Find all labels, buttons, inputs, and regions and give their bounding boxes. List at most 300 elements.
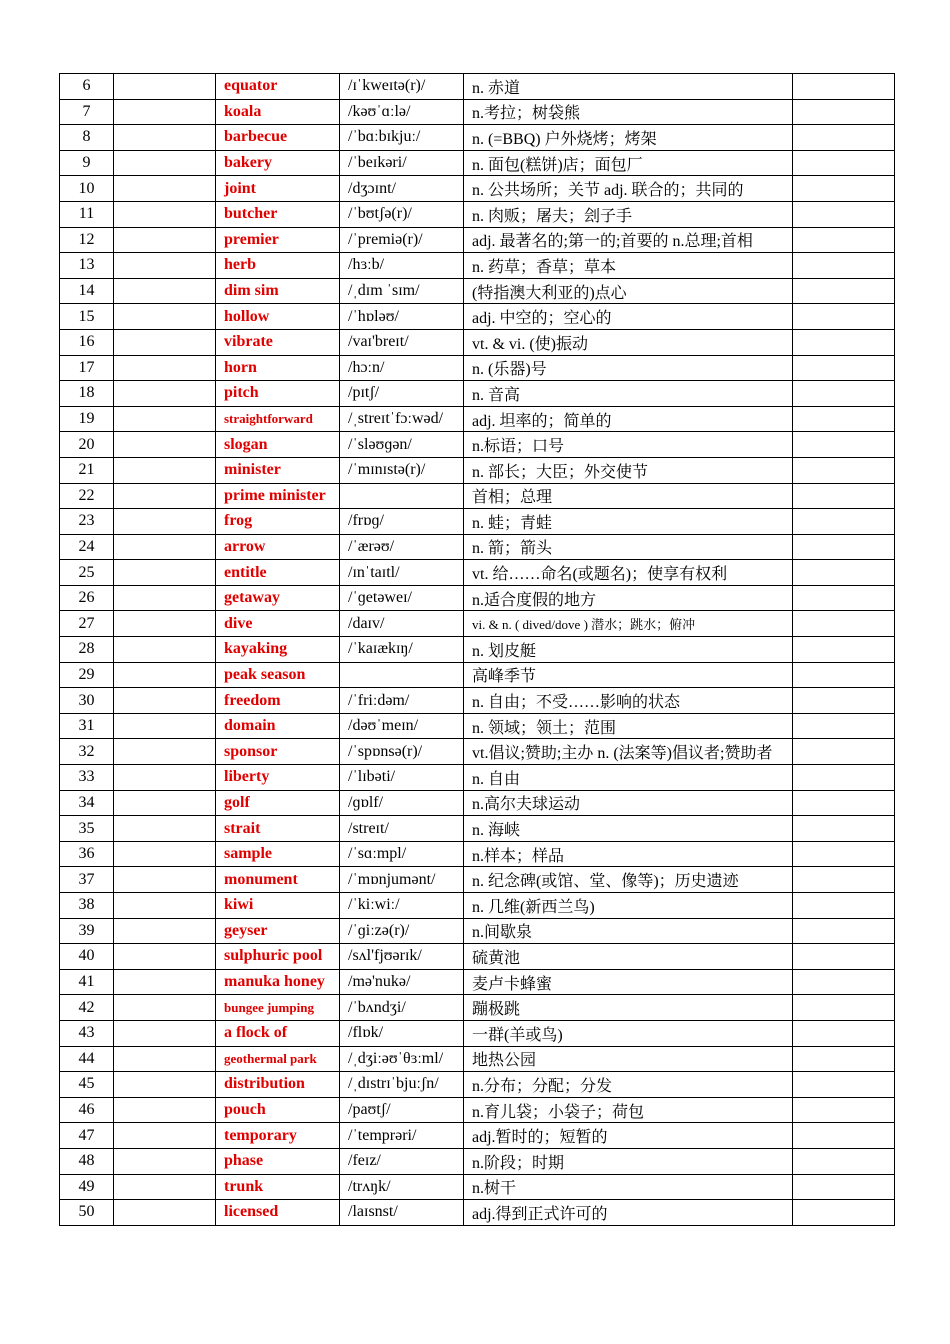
empty-cell <box>114 125 216 151</box>
table-row <box>60 969 895 995</box>
meaning-cell: vt. & vi. (使)振动 <box>464 329 793 355</box>
table-row <box>60 713 895 739</box>
empty-cell <box>114 1174 216 1200</box>
word-cell: liberty <box>216 765 340 791</box>
phonetic-cell: /feɪz/ <box>340 1148 464 1174</box>
meaning-cell: (特指澳大利亚的)点心 <box>464 278 793 304</box>
word-cell: arrow <box>216 534 340 560</box>
row-number-cell: 23 <box>60 509 114 535</box>
empty-cell <box>114 1097 216 1123</box>
phonetic-cell: /hɜːb/ <box>340 253 464 279</box>
row-number-cell: 25 <box>60 560 114 586</box>
empty-cell <box>793 969 895 995</box>
phonetic-cell: /paʊtʃ/ <box>340 1097 464 1123</box>
word-cell: domain <box>216 713 340 739</box>
word-cell: straightforward <box>216 406 340 432</box>
word-cell: a flock of <box>216 1020 340 1046</box>
meaning-cell: 高峰季节 <box>464 662 793 688</box>
empty-cell <box>793 995 895 1021</box>
table-row <box>60 432 895 458</box>
meaning-cell: 蹦极跳 <box>464 995 793 1021</box>
row-number-cell: 24 <box>60 534 114 560</box>
table-row <box>60 74 895 100</box>
empty-cell <box>114 381 216 407</box>
row-number-cell: 35 <box>60 816 114 842</box>
table-row <box>60 176 895 202</box>
meaning-cell: n.标语；口号 <box>464 432 793 458</box>
empty-cell <box>793 841 895 867</box>
row-number-cell: 42 <box>60 995 114 1021</box>
empty-cell <box>793 1072 895 1098</box>
table-row <box>60 739 895 765</box>
table-row <box>60 1046 895 1072</box>
empty-cell <box>114 611 216 637</box>
meaning-cell: n. 自由；不受……影响的状态 <box>464 688 793 714</box>
phonetic-cell: /ˈbʌndʒi/ <box>340 995 464 1021</box>
empty-cell <box>114 483 216 509</box>
phonetic-cell: /ˌstreɪtˈfɔːwəd/ <box>340 406 464 432</box>
meaning-cell: vi. & n. ( dived/dove ) 潜水；跳水；俯冲 <box>464 611 793 637</box>
word-cell: bungee jumping <box>216 995 340 1021</box>
phonetic-cell: /sʌl'fjʊərɪk/ <box>340 944 464 970</box>
row-number-cell: 20 <box>60 432 114 458</box>
meaning-cell: n. 公共场所；关节 adj. 联合的；共同的 <box>464 176 793 202</box>
phonetic-cell: /kəʊˈɑːlə/ <box>340 99 464 125</box>
table-row <box>60 125 895 151</box>
row-number-cell: 9 <box>60 150 114 176</box>
table-row <box>60 893 895 919</box>
word-cell: monument <box>216 867 340 893</box>
word-cell: phase <box>216 1148 340 1174</box>
phonetic-cell: /ˈmɪnɪstə(r)/ <box>340 457 464 483</box>
row-number-cell: 17 <box>60 355 114 381</box>
phonetic-cell: /laɪsnst/ <box>340 1200 464 1226</box>
empty-cell <box>114 1046 216 1072</box>
phonetic-cell: /ˈfriːdəm/ <box>340 688 464 714</box>
empty-cell <box>793 867 895 893</box>
word-cell: minister <box>216 457 340 483</box>
meaning-cell: adj. 坦率的；简单的 <box>464 406 793 432</box>
phonetic-cell: /ɡɒlf/ <box>340 790 464 816</box>
word-cell: pouch <box>216 1097 340 1123</box>
table-row <box>60 329 895 355</box>
empty-cell <box>114 816 216 842</box>
row-number-cell: 49 <box>60 1174 114 1200</box>
meaning-cell: 地热公园 <box>464 1046 793 1072</box>
meaning-cell: n. 划皮艇 <box>464 637 793 663</box>
table-row <box>60 765 895 791</box>
word-cell: entitle <box>216 560 340 586</box>
table-row <box>60 509 895 535</box>
phonetic-cell: /dʒɔɪnt/ <box>340 176 464 202</box>
phonetic-cell: /ˈbɑːbɪkjuː/ <box>340 125 464 151</box>
meaning-cell: adj. 中空的；空心的 <box>464 304 793 330</box>
meaning-cell: n. 纪念碑(或馆、堂、像等)；历史遗迹 <box>464 867 793 893</box>
word-cell: sulphuric pool <box>216 944 340 970</box>
phonetic-cell: /ˈɡetəweɪ/ <box>340 585 464 611</box>
empty-cell <box>793 1097 895 1123</box>
empty-cell <box>114 1123 216 1149</box>
meaning-cell: n. (乐器)号 <box>464 355 793 381</box>
table-row <box>60 227 895 253</box>
row-number-cell: 11 <box>60 201 114 227</box>
empty-cell <box>793 790 895 816</box>
empty-cell <box>114 355 216 381</box>
table-row <box>60 662 895 688</box>
phonetic-cell: /ˈkiːwiː/ <box>340 893 464 919</box>
empty-cell <box>114 893 216 919</box>
empty-cell <box>114 995 216 1021</box>
empty-cell <box>793 99 895 125</box>
empty-cell <box>793 355 895 381</box>
meaning-cell: n. 箭；箭头 <box>464 534 793 560</box>
phonetic-cell: /ˈhɒləʊ/ <box>340 304 464 330</box>
phonetic-cell: /ˈtemprəri/ <box>340 1123 464 1149</box>
word-cell: barbecue <box>216 125 340 151</box>
table-row <box>60 1200 895 1226</box>
row-number-cell: 29 <box>60 662 114 688</box>
word-cell: temporary <box>216 1123 340 1149</box>
row-number-cell: 7 <box>60 99 114 125</box>
empty-cell <box>793 457 895 483</box>
meaning-cell: n.高尔夫球运动 <box>464 790 793 816</box>
table-row <box>60 1174 895 1200</box>
meaning-cell: n. 音高 <box>464 381 793 407</box>
empty-cell <box>793 483 895 509</box>
table-row <box>60 304 895 330</box>
empty-cell <box>114 867 216 893</box>
empty-cell <box>793 1046 895 1072</box>
word-cell: joint <box>216 176 340 202</box>
meaning-cell: n. 赤道 <box>464 74 793 100</box>
word-cell: koala <box>216 99 340 125</box>
table-row <box>60 99 895 125</box>
table-row <box>60 1097 895 1123</box>
empty-cell <box>793 125 895 151</box>
empty-cell <box>793 304 895 330</box>
table-row <box>60 150 895 176</box>
table-row <box>60 483 895 509</box>
word-cell: licensed <box>216 1200 340 1226</box>
empty-cell <box>114 1148 216 1174</box>
table-row <box>60 688 895 714</box>
empty-cell <box>114 329 216 355</box>
empty-cell <box>793 1020 895 1046</box>
phonetic-cell: /pɪtʃ/ <box>340 381 464 407</box>
empty-cell <box>793 765 895 791</box>
meaning-cell: 硫黄池 <box>464 944 793 970</box>
empty-cell <box>793 637 895 663</box>
meaning-cell: n. 几维(新西兰鸟) <box>464 893 793 919</box>
word-cell: horn <box>216 355 340 381</box>
phonetic-cell: /ˈbeɪkəri/ <box>340 150 464 176</box>
meaning-cell: n.树干 <box>464 1174 793 1200</box>
empty-cell <box>793 944 895 970</box>
table-row <box>60 406 895 432</box>
word-cell: sponsor <box>216 739 340 765</box>
meaning-cell: vt.倡议;赞助;主办 n. (法案等)倡议者;赞助者 <box>464 739 793 765</box>
table-row <box>60 457 895 483</box>
empty-cell <box>114 688 216 714</box>
meaning-cell: 麦卢卡蜂蜜 <box>464 969 793 995</box>
empty-cell <box>114 585 216 611</box>
word-cell: geyser <box>216 918 340 944</box>
word-cell: sample <box>216 841 340 867</box>
row-number-cell: 32 <box>60 739 114 765</box>
word-cell: geothermal park <box>216 1046 340 1072</box>
empty-cell <box>114 227 216 253</box>
empty-cell <box>793 329 895 355</box>
row-number-cell: 40 <box>60 944 114 970</box>
row-number-cell: 27 <box>60 611 114 637</box>
row-number-cell: 48 <box>60 1148 114 1174</box>
meaning-cell: adj.暂时的；短暂的 <box>464 1123 793 1149</box>
meaning-cell: n.育儿袋；小袋子；荷包 <box>464 1097 793 1123</box>
empty-cell <box>114 432 216 458</box>
phonetic-cell: /ˈkaɪækɪŋ/ <box>340 637 464 663</box>
empty-cell <box>114 176 216 202</box>
empty-cell <box>114 841 216 867</box>
word-cell: freedom <box>216 688 340 714</box>
row-number-cell: 13 <box>60 253 114 279</box>
empty-cell <box>114 918 216 944</box>
empty-cell <box>793 611 895 637</box>
phonetic-cell: /ˈmɒnjumənt/ <box>340 867 464 893</box>
table-row <box>60 816 895 842</box>
empty-cell <box>793 534 895 560</box>
empty-cell <box>793 201 895 227</box>
empty-cell <box>793 662 895 688</box>
empty-cell <box>793 253 895 279</box>
word-cell: peak season <box>216 662 340 688</box>
row-number-cell: 44 <box>60 1046 114 1072</box>
empty-cell <box>793 816 895 842</box>
word-cell: manuka honey <box>216 969 340 995</box>
table-row <box>60 278 895 304</box>
meaning-cell: 一群(羊或鸟) <box>464 1020 793 1046</box>
row-number-cell: 46 <box>60 1097 114 1123</box>
row-number-cell: 33 <box>60 765 114 791</box>
table-row <box>60 790 895 816</box>
meaning-cell: adj.得到正式许可的 <box>464 1200 793 1226</box>
meaning-cell: n.考拉；树袋熊 <box>464 99 793 125</box>
empty-cell <box>114 637 216 663</box>
table-row <box>60 534 895 560</box>
row-number-cell: 34 <box>60 790 114 816</box>
row-number-cell: 21 <box>60 457 114 483</box>
empty-cell <box>114 969 216 995</box>
row-number-cell: 43 <box>60 1020 114 1046</box>
phonetic-cell: /trʌŋk/ <box>340 1174 464 1200</box>
empty-cell <box>793 150 895 176</box>
word-cell: slogan <box>216 432 340 458</box>
empty-cell <box>114 278 216 304</box>
phonetic-cell: /hɔːn/ <box>340 355 464 381</box>
row-number-cell: 45 <box>60 1072 114 1098</box>
row-number-cell: 10 <box>60 176 114 202</box>
table-row <box>60 253 895 279</box>
word-cell: trunk <box>216 1174 340 1200</box>
row-number-cell: 50 <box>60 1200 114 1226</box>
empty-cell <box>114 99 216 125</box>
row-number-cell: 15 <box>60 304 114 330</box>
row-number-cell: 19 <box>60 406 114 432</box>
meaning-cell: n. 部长；大臣；外交使节 <box>464 457 793 483</box>
word-cell: equator <box>216 74 340 100</box>
meaning-cell: n. 蛙；青蛙 <box>464 509 793 535</box>
empty-cell <box>793 381 895 407</box>
row-number-cell: 30 <box>60 688 114 714</box>
row-number-cell: 14 <box>60 278 114 304</box>
phonetic-cell: /ˈɡiːzə(r)/ <box>340 918 464 944</box>
phonetic-cell: /ˈspɒnsə(r)/ <box>340 739 464 765</box>
table-row <box>60 918 895 944</box>
phonetic-cell: /vaɪ'breɪt/ <box>340 329 464 355</box>
table-row <box>60 1020 895 1046</box>
row-number-cell: 38 <box>60 893 114 919</box>
meaning-cell: n. 领域；领土；范围 <box>464 713 793 739</box>
empty-cell <box>793 893 895 919</box>
phonetic-cell: /ˈpremiə(r)/ <box>340 227 464 253</box>
empty-cell <box>793 432 895 458</box>
table-row <box>60 355 895 381</box>
word-cell: frog <box>216 509 340 535</box>
meaning-cell: n. 海峡 <box>464 816 793 842</box>
phonetic-cell: /ˈsləʊɡən/ <box>340 432 464 458</box>
word-cell: pitch <box>216 381 340 407</box>
empty-cell <box>114 74 216 100</box>
empty-cell <box>793 560 895 586</box>
empty-cell <box>793 1174 895 1200</box>
row-number-cell: 18 <box>60 381 114 407</box>
word-cell: hollow <box>216 304 340 330</box>
vocabulary-table-body <box>60 74 895 1226</box>
row-number-cell: 16 <box>60 329 114 355</box>
phonetic-cell: /ˌdɪm ˈsɪm/ <box>340 278 464 304</box>
meaning-cell: adj. 最著名的;第一的;首要的 n.总理;首相 <box>464 227 793 253</box>
empty-cell <box>793 176 895 202</box>
word-cell: prime minister <box>216 483 340 509</box>
empty-cell <box>793 1123 895 1149</box>
phonetic-cell: /frɒɡ/ <box>340 509 464 535</box>
table-row <box>60 1148 895 1174</box>
word-cell: kiwi <box>216 893 340 919</box>
empty-cell <box>114 1200 216 1226</box>
row-number-cell: 12 <box>60 227 114 253</box>
row-number-cell: 31 <box>60 713 114 739</box>
empty-cell <box>114 713 216 739</box>
empty-cell <box>114 150 216 176</box>
row-number-cell: 47 <box>60 1123 114 1149</box>
word-cell: kayaking <box>216 637 340 663</box>
word-cell: vibrate <box>216 329 340 355</box>
empty-cell <box>793 1148 895 1174</box>
row-number-cell: 39 <box>60 918 114 944</box>
word-cell: butcher <box>216 201 340 227</box>
meaning-cell: n. 药草；香草；草本 <box>464 253 793 279</box>
empty-cell <box>114 253 216 279</box>
meaning-cell: n. 面包(糕饼)店；面包厂 <box>464 150 793 176</box>
empty-cell <box>114 790 216 816</box>
phonetic-cell: /ɪnˈtaɪtl/ <box>340 560 464 586</box>
meaning-cell: n.阶段；时期 <box>464 1148 793 1174</box>
empty-cell <box>114 560 216 586</box>
empty-cell <box>793 1200 895 1226</box>
phonetic-cell: /mə'nukə/ <box>340 969 464 995</box>
empty-cell <box>114 944 216 970</box>
word-cell: distribution <box>216 1072 340 1098</box>
table-row <box>60 1123 895 1149</box>
word-cell: dim sim <box>216 278 340 304</box>
meaning-cell: n.样本；样品 <box>464 841 793 867</box>
meaning-cell: n. 自由 <box>464 765 793 791</box>
phonetic-cell: /dəʊˈmeɪn/ <box>340 713 464 739</box>
table-row <box>60 1072 895 1098</box>
row-number-cell: 36 <box>60 841 114 867</box>
meaning-cell: n. (=BBQ) 户外烧烤；烤架 <box>464 125 793 151</box>
empty-cell <box>114 662 216 688</box>
empty-cell <box>793 918 895 944</box>
empty-cell <box>793 713 895 739</box>
phonetic-cell <box>340 483 464 509</box>
table-row <box>60 585 895 611</box>
row-number-cell: 28 <box>60 637 114 663</box>
empty-cell <box>114 457 216 483</box>
phonetic-cell: /daɪv/ <box>340 611 464 637</box>
word-cell: golf <box>216 790 340 816</box>
empty-cell <box>114 509 216 535</box>
meaning-cell: vt. 给……命名(或题名)；使享有权利 <box>464 560 793 586</box>
phonetic-cell: /ˌdɪstrɪˈbjuːʃn/ <box>340 1072 464 1098</box>
meaning-cell: n.适合度假的地方 <box>464 585 793 611</box>
phonetic-cell: /ˈbʊtʃə(r)/ <box>340 201 464 227</box>
row-number-cell: 37 <box>60 867 114 893</box>
meaning-cell: n.分布；分配；分发 <box>464 1072 793 1098</box>
empty-cell <box>114 1072 216 1098</box>
word-cell: strait <box>216 816 340 842</box>
empty-cell <box>793 739 895 765</box>
table-row <box>60 944 895 970</box>
phonetic-cell: /ˈærəʊ/ <box>340 534 464 560</box>
empty-cell <box>114 406 216 432</box>
table-row <box>60 841 895 867</box>
phonetic-cell <box>340 662 464 688</box>
empty-cell <box>114 1020 216 1046</box>
table-row <box>60 611 895 637</box>
word-cell: herb <box>216 253 340 279</box>
table-row <box>60 381 895 407</box>
empty-cell <box>793 278 895 304</box>
empty-cell <box>114 739 216 765</box>
table-row <box>60 637 895 663</box>
word-cell: getaway <box>216 585 340 611</box>
table-row <box>60 995 895 1021</box>
empty-cell <box>793 74 895 100</box>
row-number-cell: 6 <box>60 74 114 100</box>
meaning-cell: n. 肉贩；屠夫；刽子手 <box>464 201 793 227</box>
meaning-cell: n.间歇泉 <box>464 918 793 944</box>
word-cell: bakery <box>216 150 340 176</box>
empty-cell <box>114 201 216 227</box>
phonetic-cell: /streɪt/ <box>340 816 464 842</box>
word-cell: dive <box>216 611 340 637</box>
row-number-cell: 8 <box>60 125 114 151</box>
phonetic-cell: /flɒk/ <box>340 1020 464 1046</box>
empty-cell <box>114 534 216 560</box>
table-row <box>60 201 895 227</box>
empty-cell <box>114 304 216 330</box>
phonetic-cell: /ɪˈkweɪtə(r)/ <box>340 74 464 100</box>
